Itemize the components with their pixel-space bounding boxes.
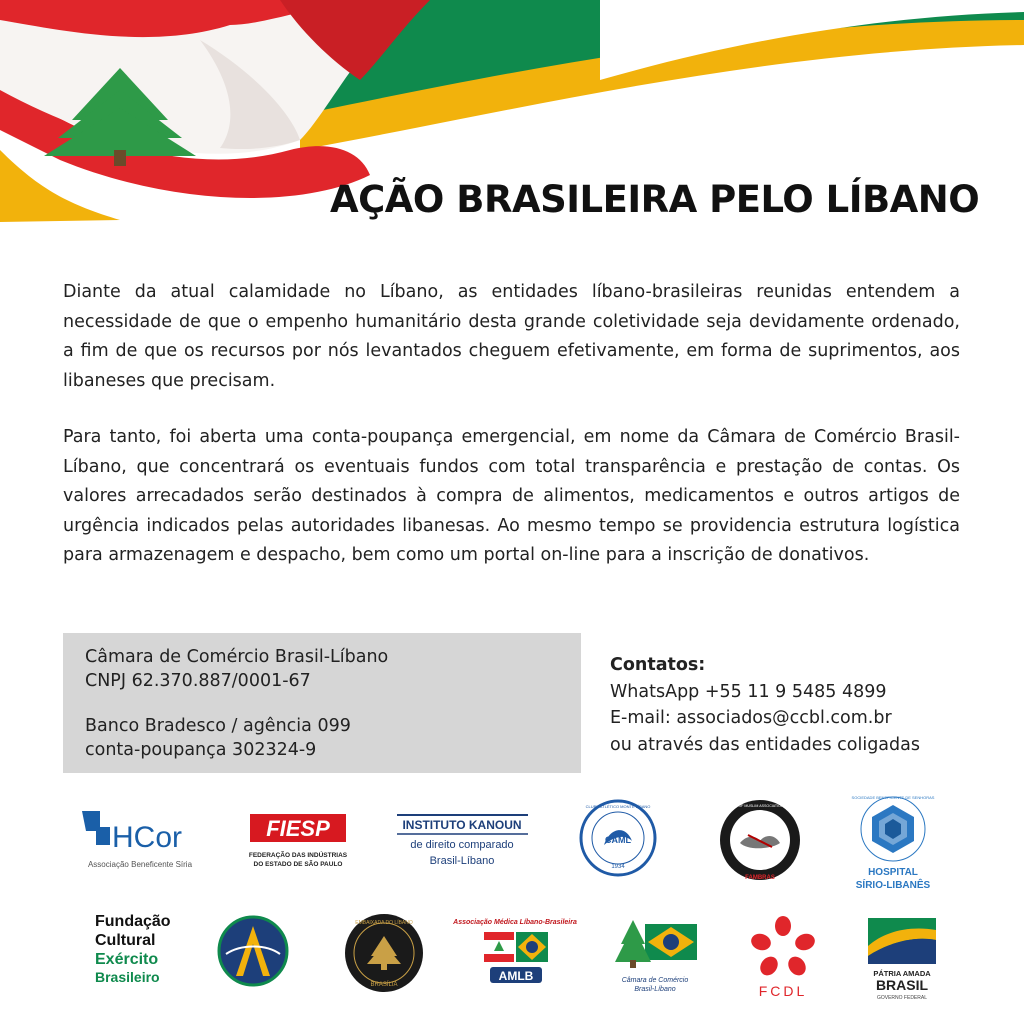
camara-line1: Câmara de Comércio [621,977,689,984]
camara-line2: Brasil-Líbano [634,986,676,993]
contact-whatsapp: WhatsApp +55 11 9 5485 4899 [610,681,887,702]
page-title: AÇÃO BRASILEIRA PELO LÍBANO [330,178,980,221]
sirio-ring: SOCIEDADE BENEFICENTE DE SENHORAS [851,795,935,800]
bank-details-box [63,633,581,773]
amlb-ring: Associação Médica Líbano-Brasileira [453,919,577,926]
fcdl-logo [745,914,821,1000]
patria-line1: PÁTRIA AMADA [873,969,931,978]
embaixada-libano-logo [343,912,425,994]
monte-libano-logo [578,797,658,879]
contact-email: E-mail: associados@ccbl.com.br [610,708,892,728]
paragraph-details: Para tanto, foi aberta uma conta-poupança emergencial, em nome da Câmara de Comércio Brasil-Líbano, que concentrará os eventuais fundos com total transparência e prestação de contas. Os valores arrecadados serão destinados à compra de alimentos, medicamentos e outros artigos de urgência indicados pelas autoridades libanesas. Ao mesmo tempo se providencia estrutura logística para armazenagem e despacho, bem como um portal on-line para a inscrição de donativos. [63,427,960,565]
patria-line3: GOVERNO FEDERAL [876,995,928,1001]
fundacao-cultural-exercito-logo [92,910,182,990]
embaixada-ring: EMBAIXADA DO LÍBANO [355,920,413,926]
contact-other: ou através das entidades coligadas [610,734,920,755]
contacts-heading: Contatos: [610,655,706,675]
amlb-logo [453,912,577,992]
fundacao-line2: Cultural [95,932,156,949]
fiesp-line2: DO ESTADO DE SÃO PAULO [253,861,343,868]
sirio-line2: SÍRIO-LIBANÊS [855,880,931,891]
fambras-name: FAMBRAS [745,875,775,881]
bank-cnpj: CNPJ 62.370.887/0001-67 [85,671,311,691]
hcor-name: HCor [112,821,183,854]
patria-amada-brasil-logo [866,916,938,1002]
bank-org: Câmara de Comércio Brasil-Líbano [85,647,389,667]
kanoun-line3: Brasil-Líbano [429,855,495,867]
fiesp-logo [248,812,348,874]
hospital-sirio-libanes-logo [843,793,943,893]
contacts-block [610,652,1010,758]
fundacao-line1: Fundação [95,913,171,930]
patria-line2: BRASIL [875,977,929,993]
caml-mark: CAML [605,835,631,845]
instituto-kanoun-logo [395,812,530,872]
camara-comercio-logo [605,916,705,996]
fundacao-line4: Brasileiro [95,969,160,985]
fcdl-name: FCDL [758,983,808,999]
bank-account: conta-poupança 302324-9 [85,740,317,760]
fambras-ring: FEDERATION OF MUSLIM ASSOCIATIONS OF BRAZIL [714,804,806,808]
kanoun-line2: de direito comparado [410,839,514,851]
hcor-subtitle: Associação Beneficente Síria [87,860,193,869]
fambras-logo [714,797,806,883]
kanoun-line1: INSTITUTO KANOUN [402,818,522,832]
fundacao-line3: Exército [95,951,159,968]
fiesp-name: FIESP [266,816,330,841]
amlb-name: AMLB [498,969,534,983]
hcor-logo [76,805,206,875]
paragraph-intro: Diante da atual calamidade no Líbano, as entidades líbano-brasileiras reunidas entendem a necessidade de que o empenho humanitário desta grande coletividade seja devidamente ordenado, a fim de que os recursos por nós levantados cheguem efetivamente, em forma de suprimentos, aos libaneses que precisam. [63,282,960,391]
caml-ring: CLUBE ATLÉTICO MONTE LÍBANO [585,804,651,809]
sirio-line1: HOSPITAL [868,867,918,878]
embaixada-city: BRASÍLIA [370,982,398,988]
caml-year: 1934 [611,864,625,870]
a-emblem-logo [216,914,290,988]
fiesp-line1: FEDERAÇÃO DAS INDÚSTRIAS [248,852,348,859]
bank-agency: Banco Bradesco / agência 099 [85,716,351,736]
